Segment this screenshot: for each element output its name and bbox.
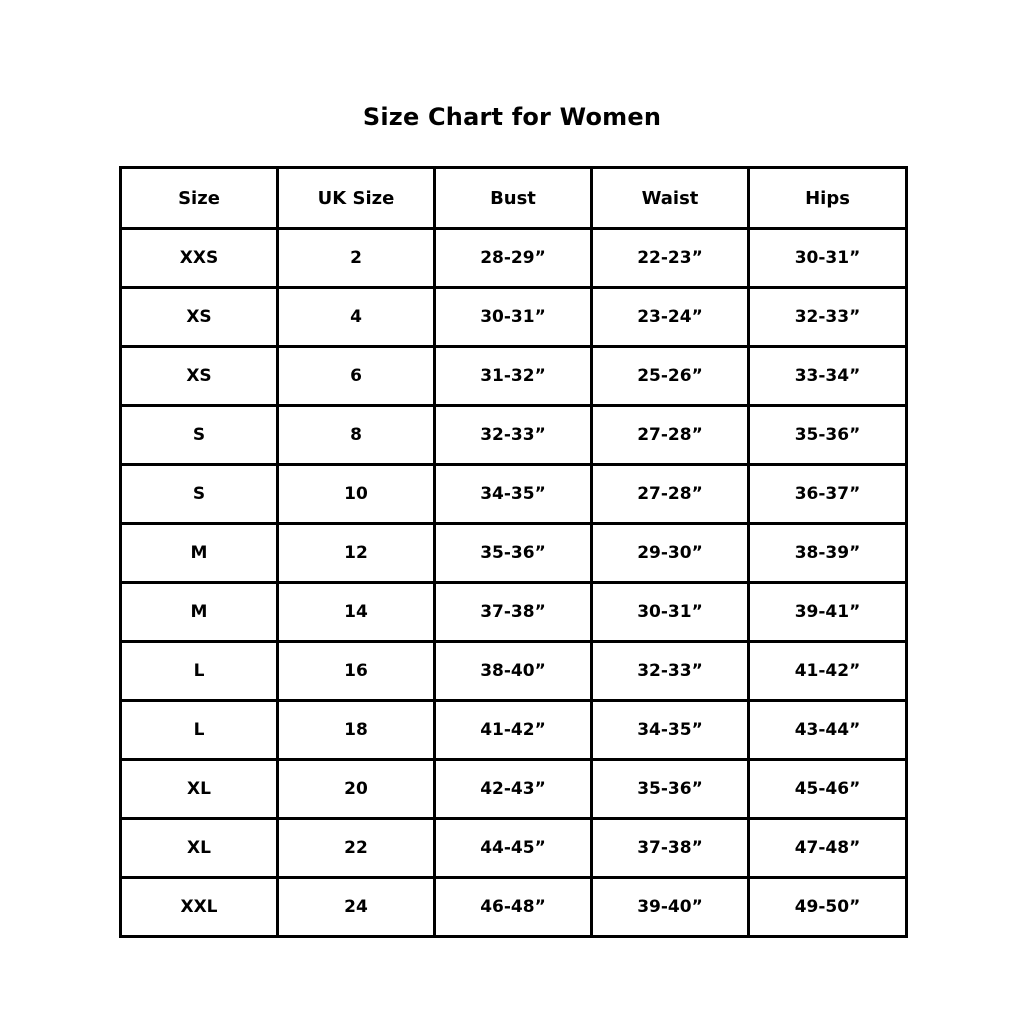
cell-uk-size: 2 [278, 229, 435, 288]
table-row [121, 288, 907, 347]
table-row [121, 347, 907, 406]
table-row [121, 819, 907, 878]
column-header-bust: Bust [435, 168, 592, 229]
size-chart-table [119, 166, 908, 938]
cell-hips: 43-44” [749, 701, 907, 760]
cell-bust: 37-38” [435, 583, 592, 642]
column-header-uk-size: UK Size [278, 168, 435, 229]
cell-hips: 49-50” [749, 878, 907, 937]
cell-waist: 39-40” [592, 878, 749, 937]
cell-hips: 30-31” [749, 229, 907, 288]
column-header-size: Size [121, 168, 278, 229]
cell-size: XXL [121, 878, 278, 937]
table-row [121, 701, 907, 760]
cell-size: XXS [121, 229, 278, 288]
cell-waist: 25-26” [592, 347, 749, 406]
table-row [121, 583, 907, 642]
cell-size: L [121, 642, 278, 701]
cell-waist: 29-30” [592, 524, 749, 583]
cell-hips: 41-42” [749, 642, 907, 701]
cell-bust: 32-33” [435, 406, 592, 465]
cell-uk-size: 16 [278, 642, 435, 701]
cell-waist: 37-38” [592, 819, 749, 878]
cell-size: M [121, 524, 278, 583]
cell-waist: 32-33” [592, 642, 749, 701]
cell-size: XS [121, 347, 278, 406]
cell-uk-size: 6 [278, 347, 435, 406]
cell-bust: 28-29” [435, 229, 592, 288]
table-body [121, 229, 907, 937]
table-row [121, 524, 907, 583]
cell-size: XL [121, 760, 278, 819]
cell-size: S [121, 465, 278, 524]
table-row [121, 642, 907, 701]
cell-hips: 39-41” [749, 583, 907, 642]
cell-waist: 27-28” [592, 465, 749, 524]
cell-bust: 42-43” [435, 760, 592, 819]
cell-uk-size: 12 [278, 524, 435, 583]
cell-hips: 45-46” [749, 760, 907, 819]
cell-size: XL [121, 819, 278, 878]
cell-hips: 32-33” [749, 288, 907, 347]
cell-hips: 38-39” [749, 524, 907, 583]
cell-waist: 34-35” [592, 701, 749, 760]
cell-uk-size: 10 [278, 465, 435, 524]
cell-bust: 35-36” [435, 524, 592, 583]
cell-uk-size: 22 [278, 819, 435, 878]
table-row [121, 878, 907, 937]
cell-uk-size: 8 [278, 406, 435, 465]
cell-waist: 22-23” [592, 229, 749, 288]
cell-bust: 44-45” [435, 819, 592, 878]
cell-bust: 30-31” [435, 288, 592, 347]
cell-hips: 33-34” [749, 347, 907, 406]
column-header-waist: Waist [592, 168, 749, 229]
table-row [121, 465, 907, 524]
table-row [121, 406, 907, 465]
page-title: Size Chart for Women [362, 103, 662, 131]
cell-bust: 41-42” [435, 701, 592, 760]
cell-size: S [121, 406, 278, 465]
cell-size: L [121, 701, 278, 760]
cell-hips: 35-36” [749, 406, 907, 465]
cell-uk-size: 18 [278, 701, 435, 760]
cell-size: XS [121, 288, 278, 347]
cell-hips: 36-37” [749, 465, 907, 524]
table-row [121, 760, 907, 819]
table-header-row [121, 168, 907, 229]
cell-waist: 35-36” [592, 760, 749, 819]
cell-uk-size: 4 [278, 288, 435, 347]
cell-bust: 31-32” [435, 347, 592, 406]
cell-bust: 38-40” [435, 642, 592, 701]
cell-uk-size: 20 [278, 760, 435, 819]
cell-waist: 27-28” [592, 406, 749, 465]
cell-waist: 30-31” [592, 583, 749, 642]
cell-waist: 23-24” [592, 288, 749, 347]
cell-uk-size: 14 [278, 583, 435, 642]
cell-bust: 34-35” [435, 465, 592, 524]
table-row [121, 229, 907, 288]
cell-size: M [121, 583, 278, 642]
cell-hips: 47-48” [749, 819, 907, 878]
size-chart-table-container [119, 166, 905, 938]
column-header-hips: Hips [749, 168, 907, 229]
cell-bust: 46-48” [435, 878, 592, 937]
cell-uk-size: 24 [278, 878, 435, 937]
